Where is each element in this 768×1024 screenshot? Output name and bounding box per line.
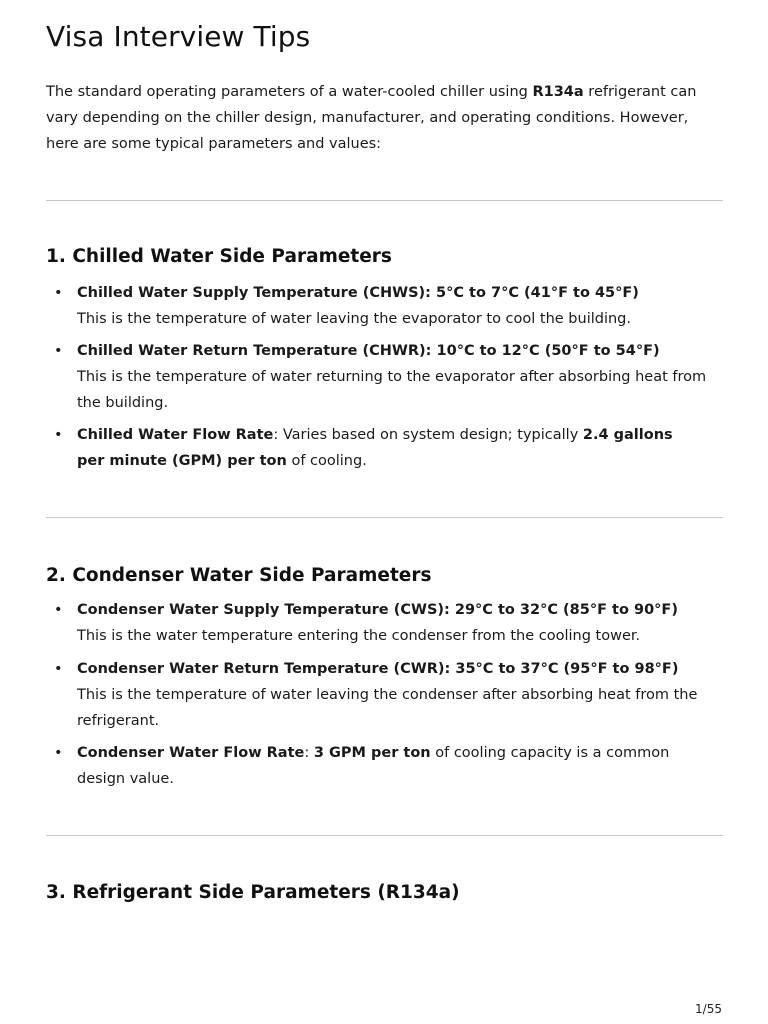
- item-text: of cooling.: [286, 452, 367, 469]
- list-item: [46, 657, 723, 734]
- section-heading-refrigerant: 3. Refrigerant Side Parameters (R134a): [46, 882, 460, 903]
- item-term: Condenser Water Flow Rate: [77, 745, 305, 761]
- item-term: Condenser Water Return Temperature (CWR): 35°C to 37°C (95°F to 98°F): [77, 661, 679, 677]
- section-divider: [46, 835, 723, 836]
- item-text: of cooling capacity is a common design value.: [77, 745, 670, 787]
- intro-text-before: The standard operating parameters of a water-cooled chiller using: [46, 84, 533, 100]
- item-description: This is the temperature of water leaving the evaporator to cool the building.: [77, 310, 631, 327]
- intro-text-after: refrigerant can vary depending on the chiller design, manufacturer, and operating conditions. However, here are some typical parameters and values:: [46, 84, 697, 152]
- bullet-icon: •: [54, 602, 63, 618]
- bullet-icon: •: [54, 745, 63, 761]
- section-heading-chilled-water: 1. Chilled Water Side Parameters: [46, 246, 392, 267]
- item-term: Chilled Water Supply Temperature (CHWS): 5°C to 7°C (41°F to 45°F): [77, 285, 639, 301]
- list-item: [46, 281, 723, 333]
- page-number: 1/55: [695, 1002, 722, 1016]
- item-term: Condenser Water Supply Temperature (CWS): 29°C to 32°C (85°F to 90°F): [77, 602, 678, 618]
- section-divider: [46, 200, 723, 201]
- item-text: :: [304, 745, 314, 761]
- item-value: 2.4 gallons per minute (GPM) per ton: [77, 427, 673, 469]
- item-description: This is the water temperature entering the condenser from the cooling tower.: [77, 627, 641, 644]
- intro-refrigerant-name: R134a: [532, 84, 584, 100]
- intro-paragraph: [46, 80, 723, 157]
- item-description: This is the temperature of water returning to the evaporator after absorbing heat from the building.: [77, 368, 707, 411]
- item-term: Chilled Water Return Temperature (CHWR): 10°C to 12°C (50°F to 54°F): [77, 343, 660, 359]
- item-description: This is the temperature of water leaving the condenser after absorbing heat from the refrigerant.: [77, 686, 698, 729]
- bullet-icon: •: [54, 285, 63, 301]
- section-heading-condenser-water: 2. Condenser Water Side Parameters: [46, 565, 432, 586]
- bullet-icon: •: [54, 661, 63, 677]
- bullet-icon: •: [54, 427, 63, 443]
- list-item: [46, 339, 723, 416]
- section-divider: [46, 517, 723, 518]
- item-term: Chilled Water Flow Rate: [77, 427, 274, 443]
- document-title: Visa Interview Tips: [46, 20, 311, 53]
- item-text: : Varies based on system design; typically: [273, 427, 583, 443]
- list-item: [46, 423, 723, 475]
- list-item: [46, 741, 723, 793]
- list-item: [46, 598, 723, 650]
- bullet-icon: •: [54, 343, 63, 359]
- item-value: 3 GPM per ton: [313, 745, 431, 761]
